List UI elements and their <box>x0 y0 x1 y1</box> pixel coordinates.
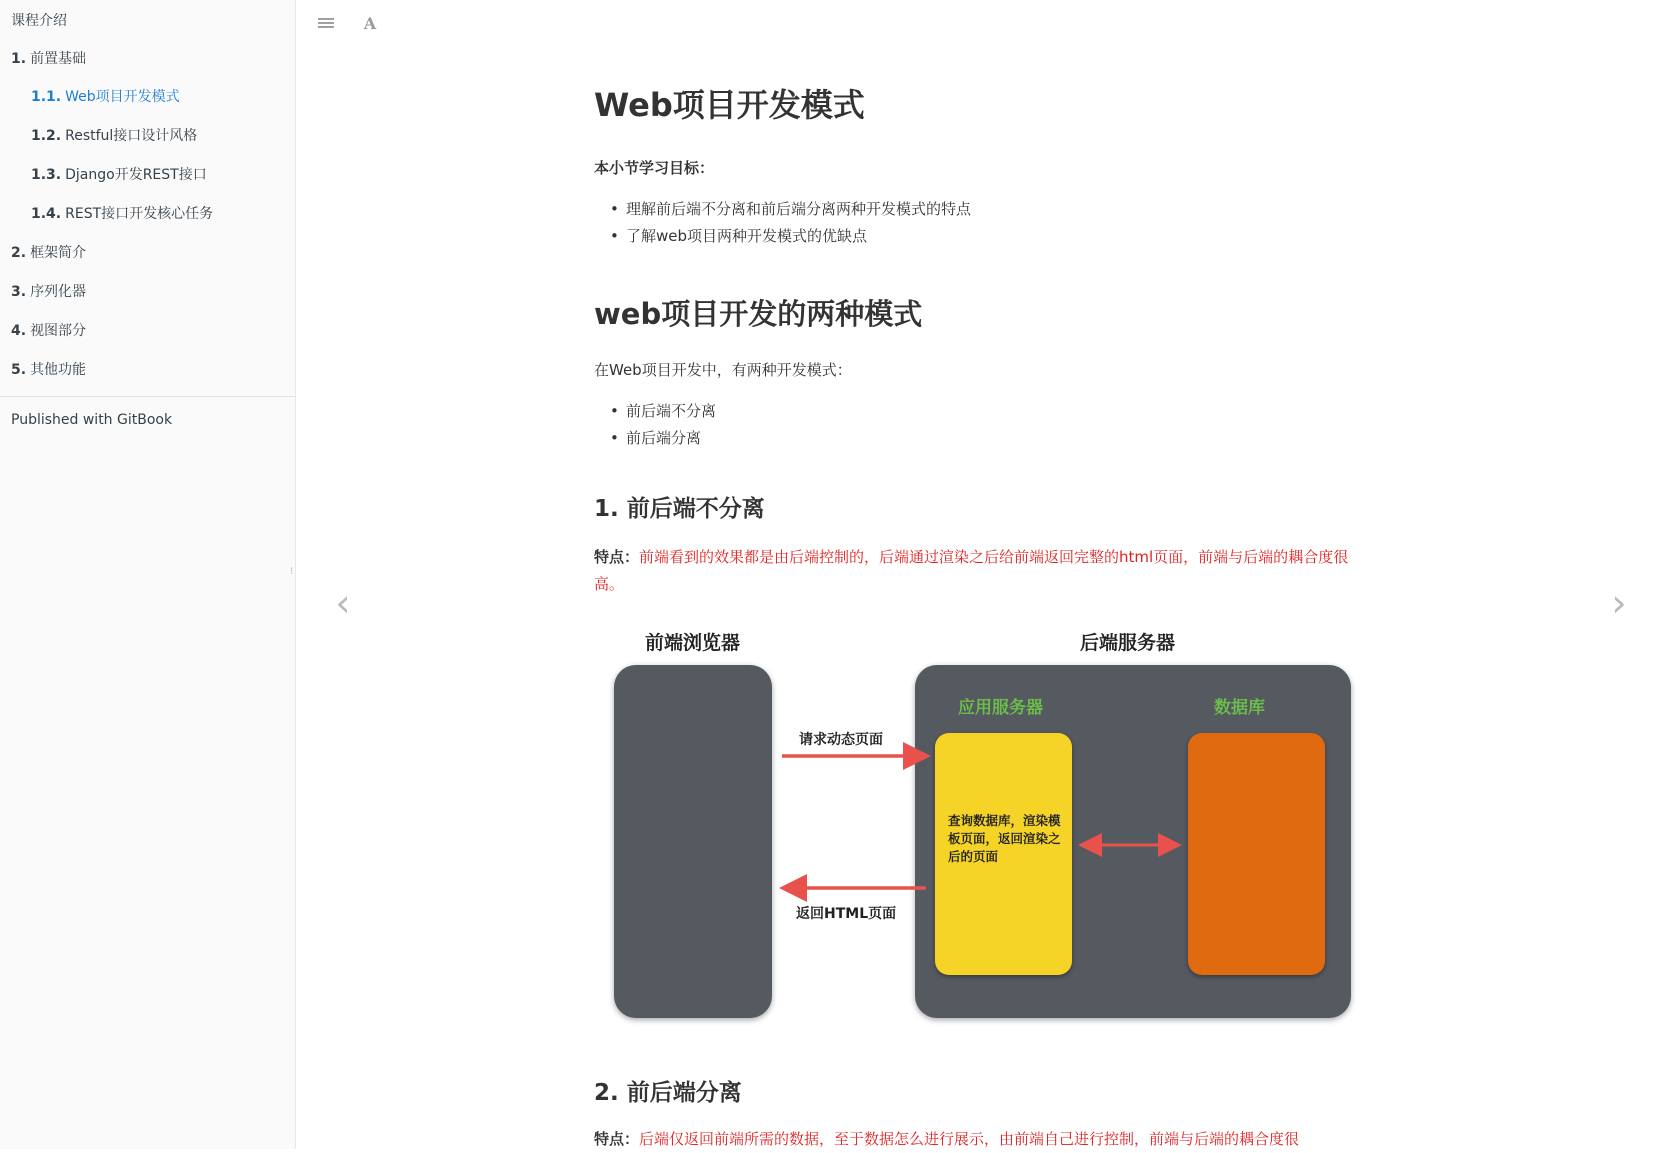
feature-label: 特点： <box>594 1130 640 1148</box>
sidebar-item-label: 框架简介 <box>30 245 87 261</box>
sidebar-item-number: 1.3. <box>31 167 62 183</box>
architecture-diagram <box>594 615 1354 1015</box>
list-item: • 前后端不分离 <box>594 398 716 425</box>
feature-label: 特点： <box>594 548 640 566</box>
sidebar-item-number: 1.4. <box>31 206 62 222</box>
sidebar-item-label: 课程介绍 <box>11 13 67 29</box>
sidebar-item-number: 3. <box>11 284 27 300</box>
sidebar-item-serializers[interactable] <box>11 281 86 301</box>
sidebar-item-number: 2. <box>11 245 27 261</box>
sidebar-item-restful-design[interactable] <box>31 125 197 145</box>
response-label: 返回HTML页面 <box>796 906 897 922</box>
hamburger-menu-icon[interactable] <box>316 14 336 34</box>
feature-text: 后端仅返回前端所需的数据，至于数据怎么进行展示，由前端自己进行控制，前端与后端的耦合度很 <box>639 1130 1300 1148</box>
database-label: 数据库 <box>1214 698 1265 718</box>
sidebar-item-web-dev-mode[interactable] <box>31 86 180 106</box>
modes-list <box>594 398 716 452</box>
server-title: 后端服务器 <box>1080 632 1176 654</box>
published-with-gitbook-link[interactable]: Published with GitBook <box>11 412 173 428</box>
sidebar-item-framework-intro[interactable] <box>11 242 86 262</box>
list-item: • 前后端分离 <box>594 425 716 452</box>
sidebar-divider <box>0 396 295 397</box>
sidebar <box>0 0 296 1149</box>
learning-goals-label: 本小节学习目标： <box>594 159 715 177</box>
sidebar-item-rest-core-tasks[interactable] <box>31 203 213 223</box>
app-server-description: 查询数据库，渲染模板页面，返回渲染之后的页面 <box>948 813 1061 864</box>
sidebar-item-number: 4. <box>11 323 27 339</box>
sidebar-item-views[interactable] <box>11 320 86 340</box>
sidebar-item-number: 1.2. <box>31 128 62 144</box>
sidebar-item-label: REST接口开发核心任务 <box>65 206 214 222</box>
list-item: • 了解web项目两种开发模式的优缺点 <box>594 223 971 250</box>
browser-title: 前端浏览器 <box>645 632 741 654</box>
feature-text: 前端看到的效果都是由后端控制的，后端通过渲染之后给前端返回完整的html页面，前端与后端的耦合度很高。 <box>594 548 1349 593</box>
sidebar-item-other-features[interactable] <box>11 359 86 379</box>
sidebar-item-label: Restful接口设计风格 <box>65 128 198 144</box>
sidebar-item-number: 5. <box>11 362 27 378</box>
chevron-left-icon[interactable]: ‹ <box>335 581 351 625</box>
subsection-heading-1: 1. 前后端不分离 <box>594 496 765 522</box>
app-server-label: 应用服务器 <box>958 698 1043 718</box>
sidebar-item-django-rest[interactable] <box>31 164 207 184</box>
sidebar-item-number: 1.1. <box>31 89 62 105</box>
sidebar-item-label: 视图部分 <box>30 323 87 339</box>
request-label: 请求动态页面 <box>799 732 883 748</box>
sidebar-item-label: Web项目开发模式 <box>65 89 180 105</box>
section-intro: 在Web项目开发中，有两种开发模式： <box>594 361 852 379</box>
diagram-arrows <box>594 615 1354 1015</box>
list-item: • 理解前后端不分离和前后端分离两种开发模式的特点 <box>594 196 971 223</box>
chevron-right-icon[interactable]: › <box>1611 581 1627 625</box>
learning-goals-list <box>594 196 971 250</box>
sidebar-resize-handle[interactable]: ⁝ <box>290 566 294 577</box>
sidebar-item-number: 1. <box>11 51 27 67</box>
feature-paragraph-1 <box>594 544 1359 598</box>
page-title: Web项目开发模式 <box>594 86 865 124</box>
font-settings-icon[interactable]: A <box>363 14 377 33</box>
sidebar-item-label: 序列化器 <box>30 284 87 300</box>
subsection-heading-2: 2. 前后端分离 <box>594 1080 742 1106</box>
sidebar-item-prerequisites[interactable] <box>11 48 86 68</box>
sidebar-item-course-intro[interactable] <box>11 10 67 30</box>
sidebar-item-label: 其他功能 <box>30 362 87 378</box>
sidebar-item-label: 前置基础 <box>30 51 87 67</box>
sidebar-item-label: Django开发REST接口 <box>65 167 207 183</box>
section-heading: web项目开发的两种模式 <box>594 297 923 331</box>
